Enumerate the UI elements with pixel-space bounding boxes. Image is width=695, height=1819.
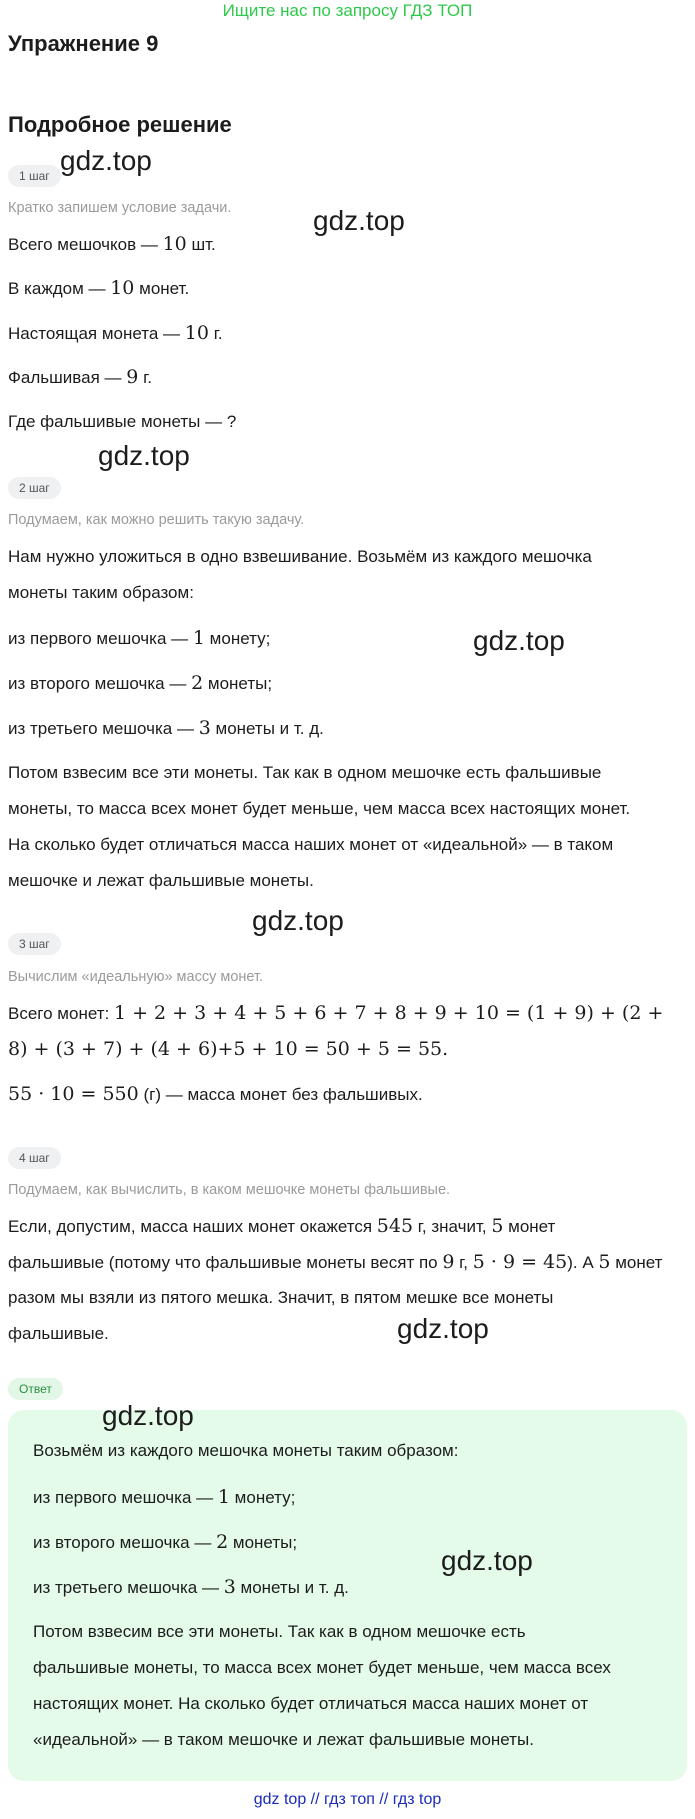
answer-line: «идеальной» — в таком мешочке и лежат фальшивые монеты. <box>33 1730 534 1749</box>
footer-links <box>0 1791 695 1809</box>
footer-link-gdz-top-mixed[interactable]: гдз top <box>392 1791 442 1808</box>
watermark: gdz.top <box>397 1313 489 1344</box>
answer-line: настоящих монет. На сколько будет отличаться масса наших монет от <box>33 1694 589 1713</box>
step-2-line: Нам нужно уложиться в одно взвешивание. Возьмём из каждого мешочка <box>8 547 592 566</box>
step-3-line: 55 · 10 = 550 (г) — масса монет без фальшивых. <box>8 1083 423 1105</box>
step-2-line: На сколько будет отличаться масса наших монет от «идеальной» — в таком <box>8 835 614 854</box>
answer-line: из первого мешочка — 1 монету; <box>33 1486 296 1508</box>
step-4-line: разом мы взяли из пятого мешка. Значит, в пятом мешке все монеты <box>8 1288 554 1307</box>
step-1-badge: 1 шаг <box>8 165 61 187</box>
footer-link-gdz-top[interactable]: gdz top <box>253 1791 307 1808</box>
watermark: gdz.top <box>98 440 190 471</box>
step-2-line: монеты таким образом: <box>8 583 194 602</box>
step-3-line: 8) + (3 + 7) + (4 + 6)+5 + 10 = 50 + 5 = 55. <box>8 1038 449 1060</box>
answer-line: из второго мешочка — 2 монеты; <box>33 1531 298 1553</box>
step-2-line: мешочке и лежат фальшивые монеты. <box>8 871 314 890</box>
step-3-hint: Вычислим «идеальную» массу монет. <box>8 969 264 985</box>
watermark: gdz.top <box>473 625 565 656</box>
step-2-line: из первого мешочка — 1 монету; <box>8 627 271 649</box>
answer-line: Потом взвесим все эти монеты. Так как в одном мешочке есть <box>33 1622 526 1641</box>
page-title: Упражнение 9 <box>8 31 159 56</box>
step-2-line: из третьего мешочка — 3 монеты и т. д. <box>8 717 324 739</box>
answer-line: фальшивые монеты, то масса всех монет будет меньше, чем масса всех <box>33 1658 611 1677</box>
step-4-line: Если, допустим, масса наших монет окажется 545 г, значит, 5 монет <box>8 1215 556 1237</box>
watermark: gdz.top <box>441 1545 533 1576</box>
step-2-line: монеты, то масса всех монет будет меньше, чем масса всех настоящих монет. <box>8 799 631 818</box>
step-1-line: В каждом — 10 монет. <box>8 277 190 299</box>
section-title: Подробное решение <box>8 112 232 137</box>
watermark: gdz.top <box>102 1400 194 1431</box>
step-2-line: Потом взвесим все эти монеты. Так как в одном мешочке есть фальшивые <box>8 763 602 782</box>
step-4-line: фальшивые (потому что фальшивые монеты весят по 9 г, 5 · 9 = 45). А 5 монет <box>8 1251 663 1273</box>
step-4-hint: Подумаем, как вычислить, в каком мешочке монеты фальшивые. <box>8 1182 451 1198</box>
step-4-badge: 4 шаг <box>8 1147 61 1169</box>
step-2-hint: Подумаем, как можно решить такую задачу. <box>8 512 305 528</box>
step-3-line: Всего монет: 1 + 2 + 3 + 4 + 5 + 6 + 7 + 8 + 9 + 10 = (1 + 9) + (2 + <box>8 1002 664 1024</box>
answer-line: Возьмём из каждого мешочка монеты таким образом: <box>33 1441 459 1460</box>
step-1-line: Где фальшивые монеты — ? <box>8 412 237 431</box>
step-1-hint: Кратко запишем условие задачи. <box>8 200 232 216</box>
answer-line: из третьего мешочка — 3 монеты и т. д. <box>33 1576 349 1598</box>
footer-separator: // <box>310 1791 320 1808</box>
promo-banner[interactable]: Ищите нас по запросу ГДЗ ТОП <box>222 1 473 20</box>
footer-link-gdz-top-ru[interactable]: гдз топ <box>324 1791 375 1808</box>
watermark: gdz.top <box>60 145 152 176</box>
answer-badge: Ответ <box>8 1378 63 1400</box>
step-4-line: фальшивые. <box>8 1324 109 1343</box>
footer-separator: // <box>379 1791 389 1808</box>
step-1-line: Настоящая монета — 10 г. <box>8 322 223 344</box>
step-2-badge: 2 шаг <box>8 477 61 499</box>
step-3-badge: 3 шаг <box>8 933 61 955</box>
step-1-line: Всего мешочков — 10 шт. <box>8 233 216 255</box>
step-1-line: Фальшивая — 9 г. <box>8 366 152 388</box>
watermark: gdz.top <box>313 205 405 236</box>
step-2-line: из второго мешочка — 2 монеты; <box>8 672 273 694</box>
watermark: gdz.top <box>252 905 344 936</box>
